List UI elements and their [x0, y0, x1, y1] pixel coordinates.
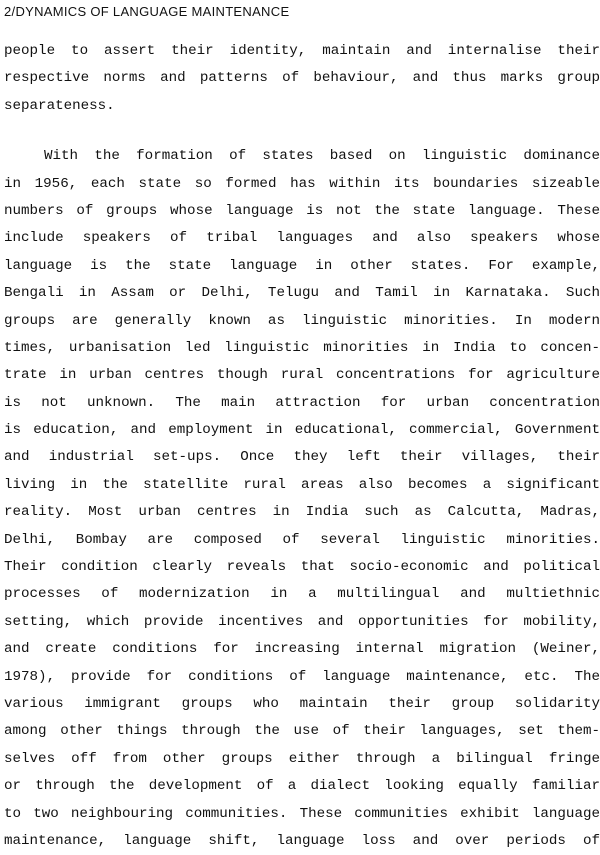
text-line: setting, which provide incentives and opportunities for mobility,: [4, 613, 600, 630]
text-line: numbers of groups whose language is not the state language. These: [4, 202, 600, 219]
text-line: people to assert their identity, maintain and internalise their: [4, 43, 600, 59]
text-line: Bengali in Assam or Delhi, Telugu and Tamil in Karnataka. Such: [4, 285, 600, 302]
text-line: Delhi, Bombay are composed of several linguistic minorities.: [4, 531, 600, 548]
text-line: With the formation of states based on linguistic dominance: [44, 148, 600, 165]
paragraph-gap: [4, 120, 600, 143]
text-line: 1978), provide for conditions of language maintenance, etc. The: [4, 668, 600, 685]
text-line: and create conditions for increasing internal migration (Weiner,: [4, 641, 600, 658]
text-line: selves off from other groups either through a bilingual fringe: [4, 750, 600, 767]
text-line: include speakers of tribal languages and also speakers whose: [4, 230, 600, 247]
body-text: [4, 38, 600, 855]
text-line: separateness.: [4, 97, 115, 114]
text-line: groups are generally known as linguistic minorities. In modern: [4, 312, 600, 329]
running-head: 2/DYNAMICS OF LANGUAGE MAINTENANCE: [4, 4, 290, 19]
text-line: trate in urban centres though rural concentrations for agriculture: [4, 367, 600, 384]
text-line: and industrial set-ups. Once they left their villages, their: [4, 449, 600, 466]
text-line: or through the development of a dialect looking equally familiar: [4, 778, 600, 795]
text-line: maintenance, language shift, language loss and over periods of: [4, 832, 600, 849]
text-line: reality. Most urban centres in India such as Calcutta, Madras,: [4, 504, 600, 521]
text-line: to two neighbouring communities. These communities exhibit language: [4, 805, 600, 822]
paragraph-2: [4, 143, 600, 855]
text-line: is education, and employment in educational, commercial, Government: [4, 422, 600, 439]
text-line: is not unknown. The main attraction for urban concentration: [4, 394, 600, 411]
text-line: living in the statellite rural areas also becomes a significant: [4, 476, 600, 493]
paragraph-1: [4, 38, 600, 120]
text-line: language is the state language in other states. For example,: [4, 257, 600, 274]
text-line: processes of modernization in a multilingual and multiethnic: [4, 586, 600, 603]
text-line: in 1956, each state so formed has within its boundaries sizeable: [4, 175, 600, 192]
text-line: Their condition clearly reveals that socio-economic and political: [4, 559, 600, 576]
text-line: various immigrant groups who maintain their group solidarity: [4, 695, 600, 712]
text-line: among other things through the use of their languages, set them-: [4, 723, 600, 740]
text-line: respective norms and patterns of behaviour, and thus marks group: [4, 70, 600, 87]
text-line: times, urbanisation led linguistic minorities in India to concen-: [4, 339, 600, 356]
